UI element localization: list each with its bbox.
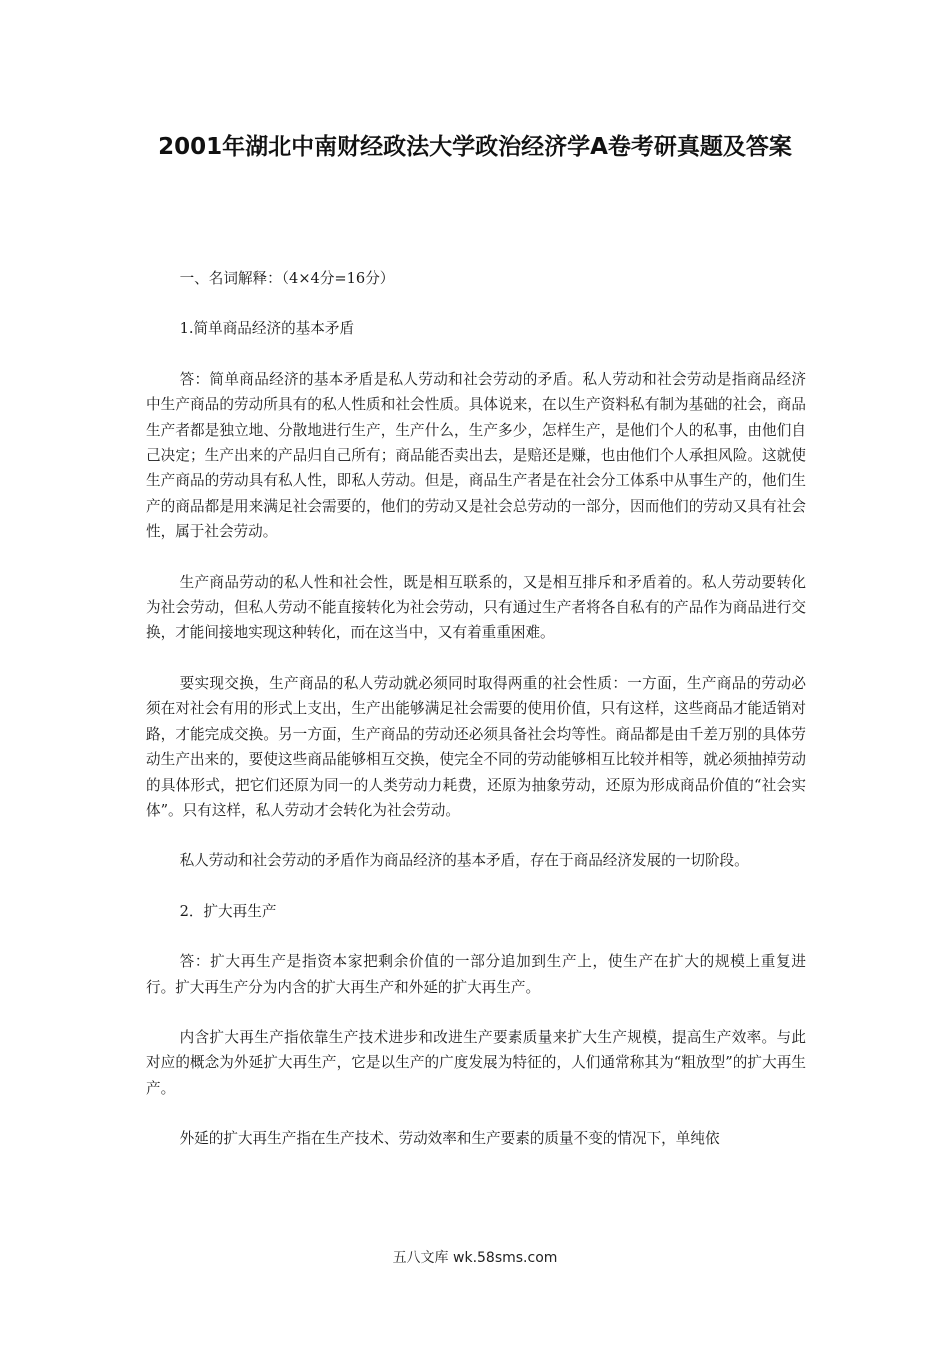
document-title: 2001年湖北中南财经政法大学政治经济学A卷考研真题及答案 (158, 134, 792, 160)
answer-2-paragraph-3: 外延的扩大再生产指在生产技术、劳动效率和生产要素的质量不变的情况下，单纯依 (179, 1130, 720, 1148)
page-footer: 五八文库 wk.58sms.com (392, 1250, 558, 1266)
answer-1-paragraph-2: 生产商品劳动的私人性和社会性，既是相互联系的，又是相互排斥和矛盾着的。私人劳动要转化为社会劳动，但私人劳动不能直接转化为社会劳动，只有通过生产者将各自私有的产品作为商品进行交换，才能间接地实现这种转化，而在这当中，又有着重重困难。 (146, 573, 806, 642)
document-body (146, 266, 806, 1152)
answer-1-paragraph-1: 答：简单商品经济的基本矛盾是私人劳动和社会劳动的矛盾。私人劳动和社会劳动是指商品经济中生产商品的劳动所具有的私人性质和社会性质。具体说来，在以生产资料私有制为基础的社会，商品生产者都是独立地、分散地进行生产，生产什么，生产多少，怎样生产，是他们个人的私事，由他们自己决定；生产出来的产品归自己所有；商品能否卖出去，是赔还是赚，也由他们个人承担风险。这就使生产商品的劳动具有私人性，即私人劳动。但是，商品生产者是在社会分工体系中从事生产的，他们生产的商品都是用来满足社会需要的，他们的劳动又是社会总劳动的一部分，因而他们的劳动又具有社会性，属于社会劳动。 (146, 370, 806, 541)
question-1-heading: 1.简单商品经济的基本矛盾 (179, 320, 355, 338)
answer-2-paragraph-1: 答：扩大再生产是指资本家把剩余价值的一部分追加到生产上，使生产在扩大的规模上重复进行。扩大再生产分为内含的扩大再生产和外延的扩大再生产。 (146, 953, 806, 996)
answer-2-paragraph-2: 内含扩大再生产指依靠生产技术进步和改进生产要素质量来扩大生产规模，提高生产效率。与此对应的概念为外延扩大再生产，它是以生产的广度发展为特征的，人们通常称其为“粗放型”的扩大再生产。 (146, 1028, 806, 1097)
section-heading-definitions: 一、名词解释：（4×4分=16分） (179, 270, 395, 287)
answer-1-paragraph-4: 私人劳动和社会劳动的矛盾作为商品经济的基本矛盾，存在于商品经济发展的一切阶段。 (179, 852, 749, 870)
question-2-heading: 2．扩大再生产 (179, 902, 277, 920)
answer-1-paragraph-3: 要实现交换，生产商品的私人劳动就必须同时取得两重的社会性质：一方面，生产商品的劳动必须在对社会有用的形式上支出，生产出能够满足社会需要的使用价值，只有这样，这些商品才能适销对路，才能完成交换。另一方面，生产商品的劳动还必须具备社会均等性。商品都是由千差万别的具体劳动生产出来的，要使这些商品能够相互交换，使完全不同的劳动能够相互比较并相等，就必须抽掉劳动的具体形式，把它们还原为同一的人类劳动力耗费，还原为抽象劳动，还原为形成商品价值的“社会实体”。只有这样，私人劳动才会转化为社会劳动。 (146, 674, 806, 819)
